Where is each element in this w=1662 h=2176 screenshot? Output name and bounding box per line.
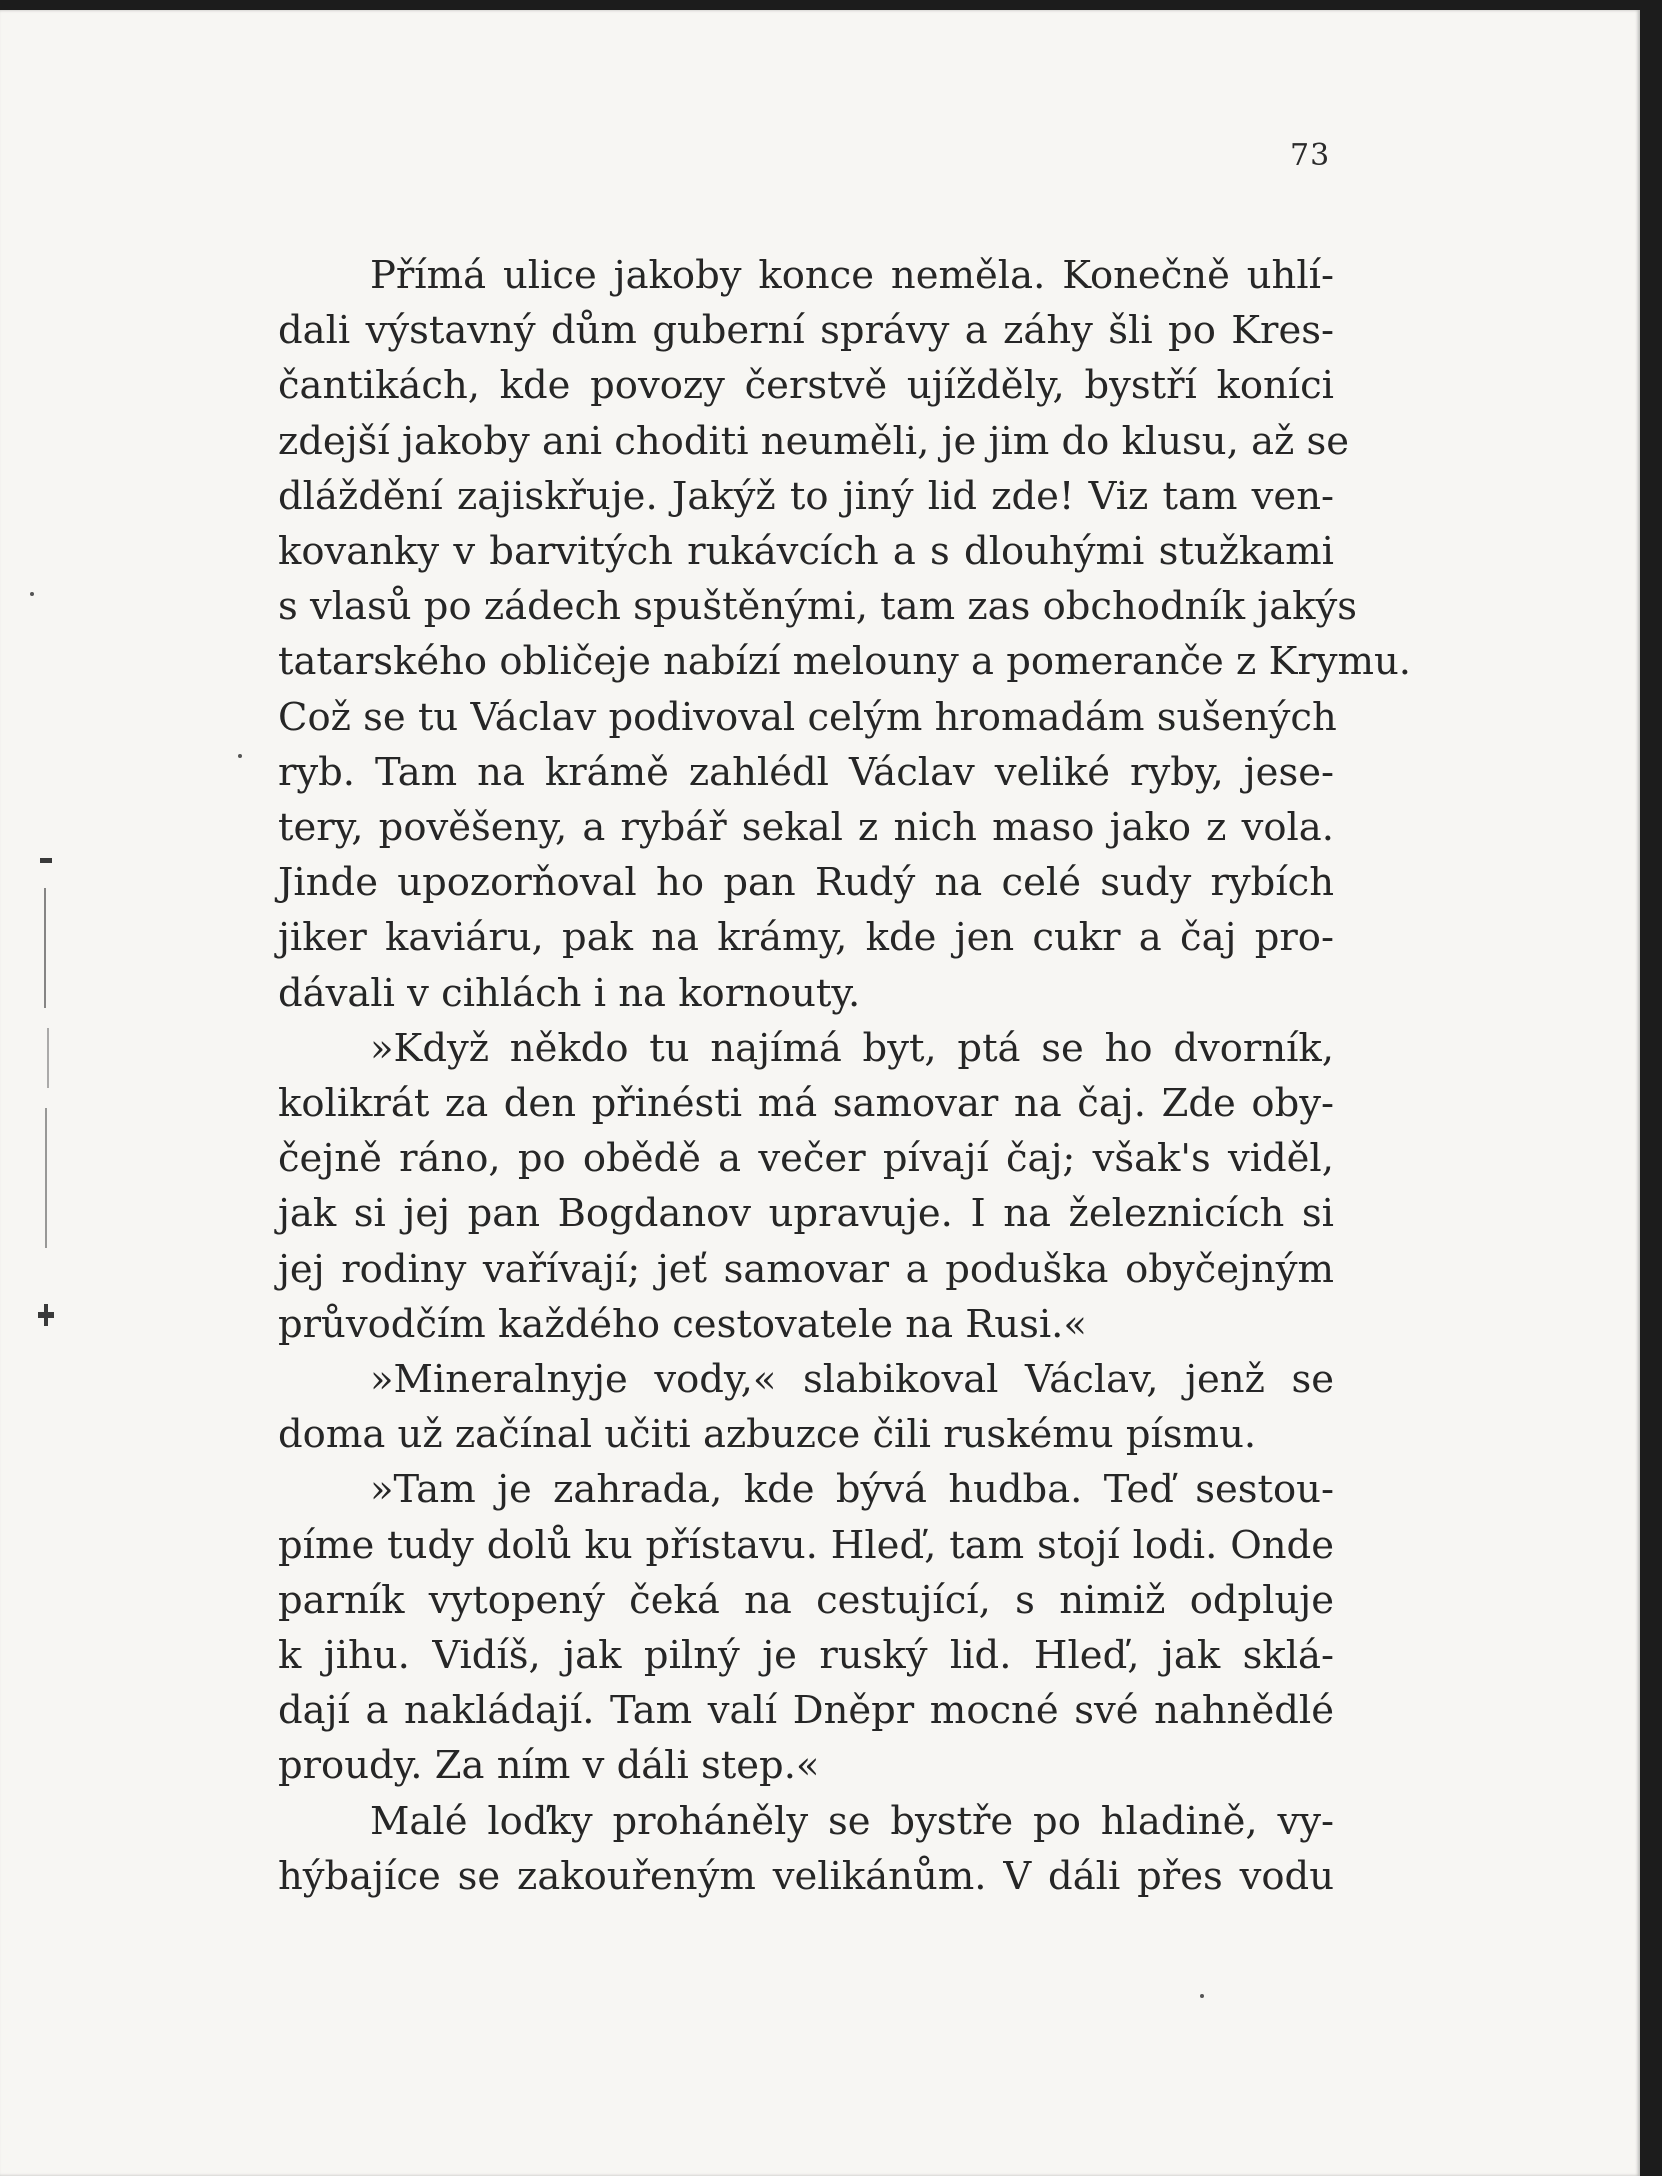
text-line: dláždění zajiskřuje. Jakýž to jiný lid zde! Viz tam ven- <box>278 473 1334 519</box>
text-line: jak si jej pan Bogdanov upravuje. I na železnicích si <box>278 1191 1334 1237</box>
text-line: zdejší jakoby ani choditi neuměli, je jim do klusu, až se <box>278 418 1350 464</box>
binding-mark <box>44 1304 48 1326</box>
text-line: Což se tu Václav podivoval celým hromadám sušených <box>278 694 1337 740</box>
text-line: píme tudy dolů ku přístavu. Hleď, tam stojí lodi. Onde <box>278 1522 1334 1568</box>
page-number: 73 <box>1290 138 1331 173</box>
text-line: Přímá ulice jakoby konce neměla. Konečně uhlí- <box>370 253 1334 298</box>
speck <box>238 754 242 758</box>
text-line: jiker kaviáru, pak na krámy, kde jen cukr a čaj pro- <box>278 915 1334 961</box>
text-line: hýbajíce se zakouřeným velikánům. V dáli přes vodu <box>278 1853 1334 1899</box>
text-line: dají a nakládají. Tam valí Dněpr mocné své nahnědlé <box>278 1688 1334 1734</box>
binding-mark <box>47 1028 49 1088</box>
text-line: »Mineralnyje vody,« slabikoval Václav, jenž se <box>370 1357 1334 1403</box>
text-line: dávali v cihlách i na kornouty. <box>278 970 861 1016</box>
speck <box>1200 1994 1204 1998</box>
text-line: parník vytopený čeká na cestující, s nimiž odpluje <box>278 1577 1334 1623</box>
text-line: dali výstavný dům guberní správy a záhy šli po Kres- <box>278 308 1334 354</box>
body-text <box>278 248 1412 1904</box>
text-line: »Tam je zahrada, kde bývá hudba. Teď sestou- <box>370 1467 1334 1513</box>
book-page <box>0 10 1640 2176</box>
text-line: k jihu. Vidíš, jak pilný je ruský lid. Hleď, jak sklá- <box>278 1633 1334 1679</box>
text-line: s vlasů po zádech spuštěnými, tam zas obchodník jakýs <box>278 584 1357 630</box>
text-line: čantikách, kde povozy čerstvě ujížděly, bystří koníci <box>278 363 1334 409</box>
text-line: »Když někdo tu najímá byt, ptá se ho dvorník, <box>370 1025 1334 1071</box>
binding-mark <box>45 1108 47 1248</box>
binding-mark <box>44 888 46 1008</box>
text-line: kolikrát za den přinésti má samovar na čaj. Zde oby- <box>278 1081 1334 1127</box>
scan-right-border <box>1640 0 1662 2176</box>
speck <box>30 592 34 596</box>
text-line: průvodčím každého cestovatele na Rusi.« <box>278 1301 1087 1347</box>
text-line: čejně ráno, po obědě a večer pívají čaj; však's viděl, <box>278 1136 1334 1182</box>
binding-marks <box>38 858 58 1328</box>
text-line: Jinde upozorňoval ho pan Rudý na celé sudy rybích <box>278 860 1334 906</box>
text-line: tery, pověšeny, a rybář sekal z nich maso jako z vola. <box>278 805 1334 851</box>
text-line: proudy. Za ním v dáli step.« <box>278 1743 820 1789</box>
binding-mark <box>40 858 52 863</box>
text-line: kovanky v barvitých rukávcích a s dlouhými stužkami <box>278 529 1334 575</box>
text-line: jej rodiny vařívají; jeť samovar a poduška obyčejným <box>278 1246 1334 1292</box>
text-line: Malé loďky proháněly se bystře po hladině, vy- <box>370 1798 1334 1844</box>
text-line: doma už začínal učiti azbuzce čili ruskému písmu. <box>278 1412 1257 1458</box>
text-line: tatarského obličeje nabízí melouny a pomeranče z Krymu. <box>278 639 1412 685</box>
text-line: ryb. Tam na krámě zahlédl Václav veliké ryby, jese- <box>278 749 1334 795</box>
